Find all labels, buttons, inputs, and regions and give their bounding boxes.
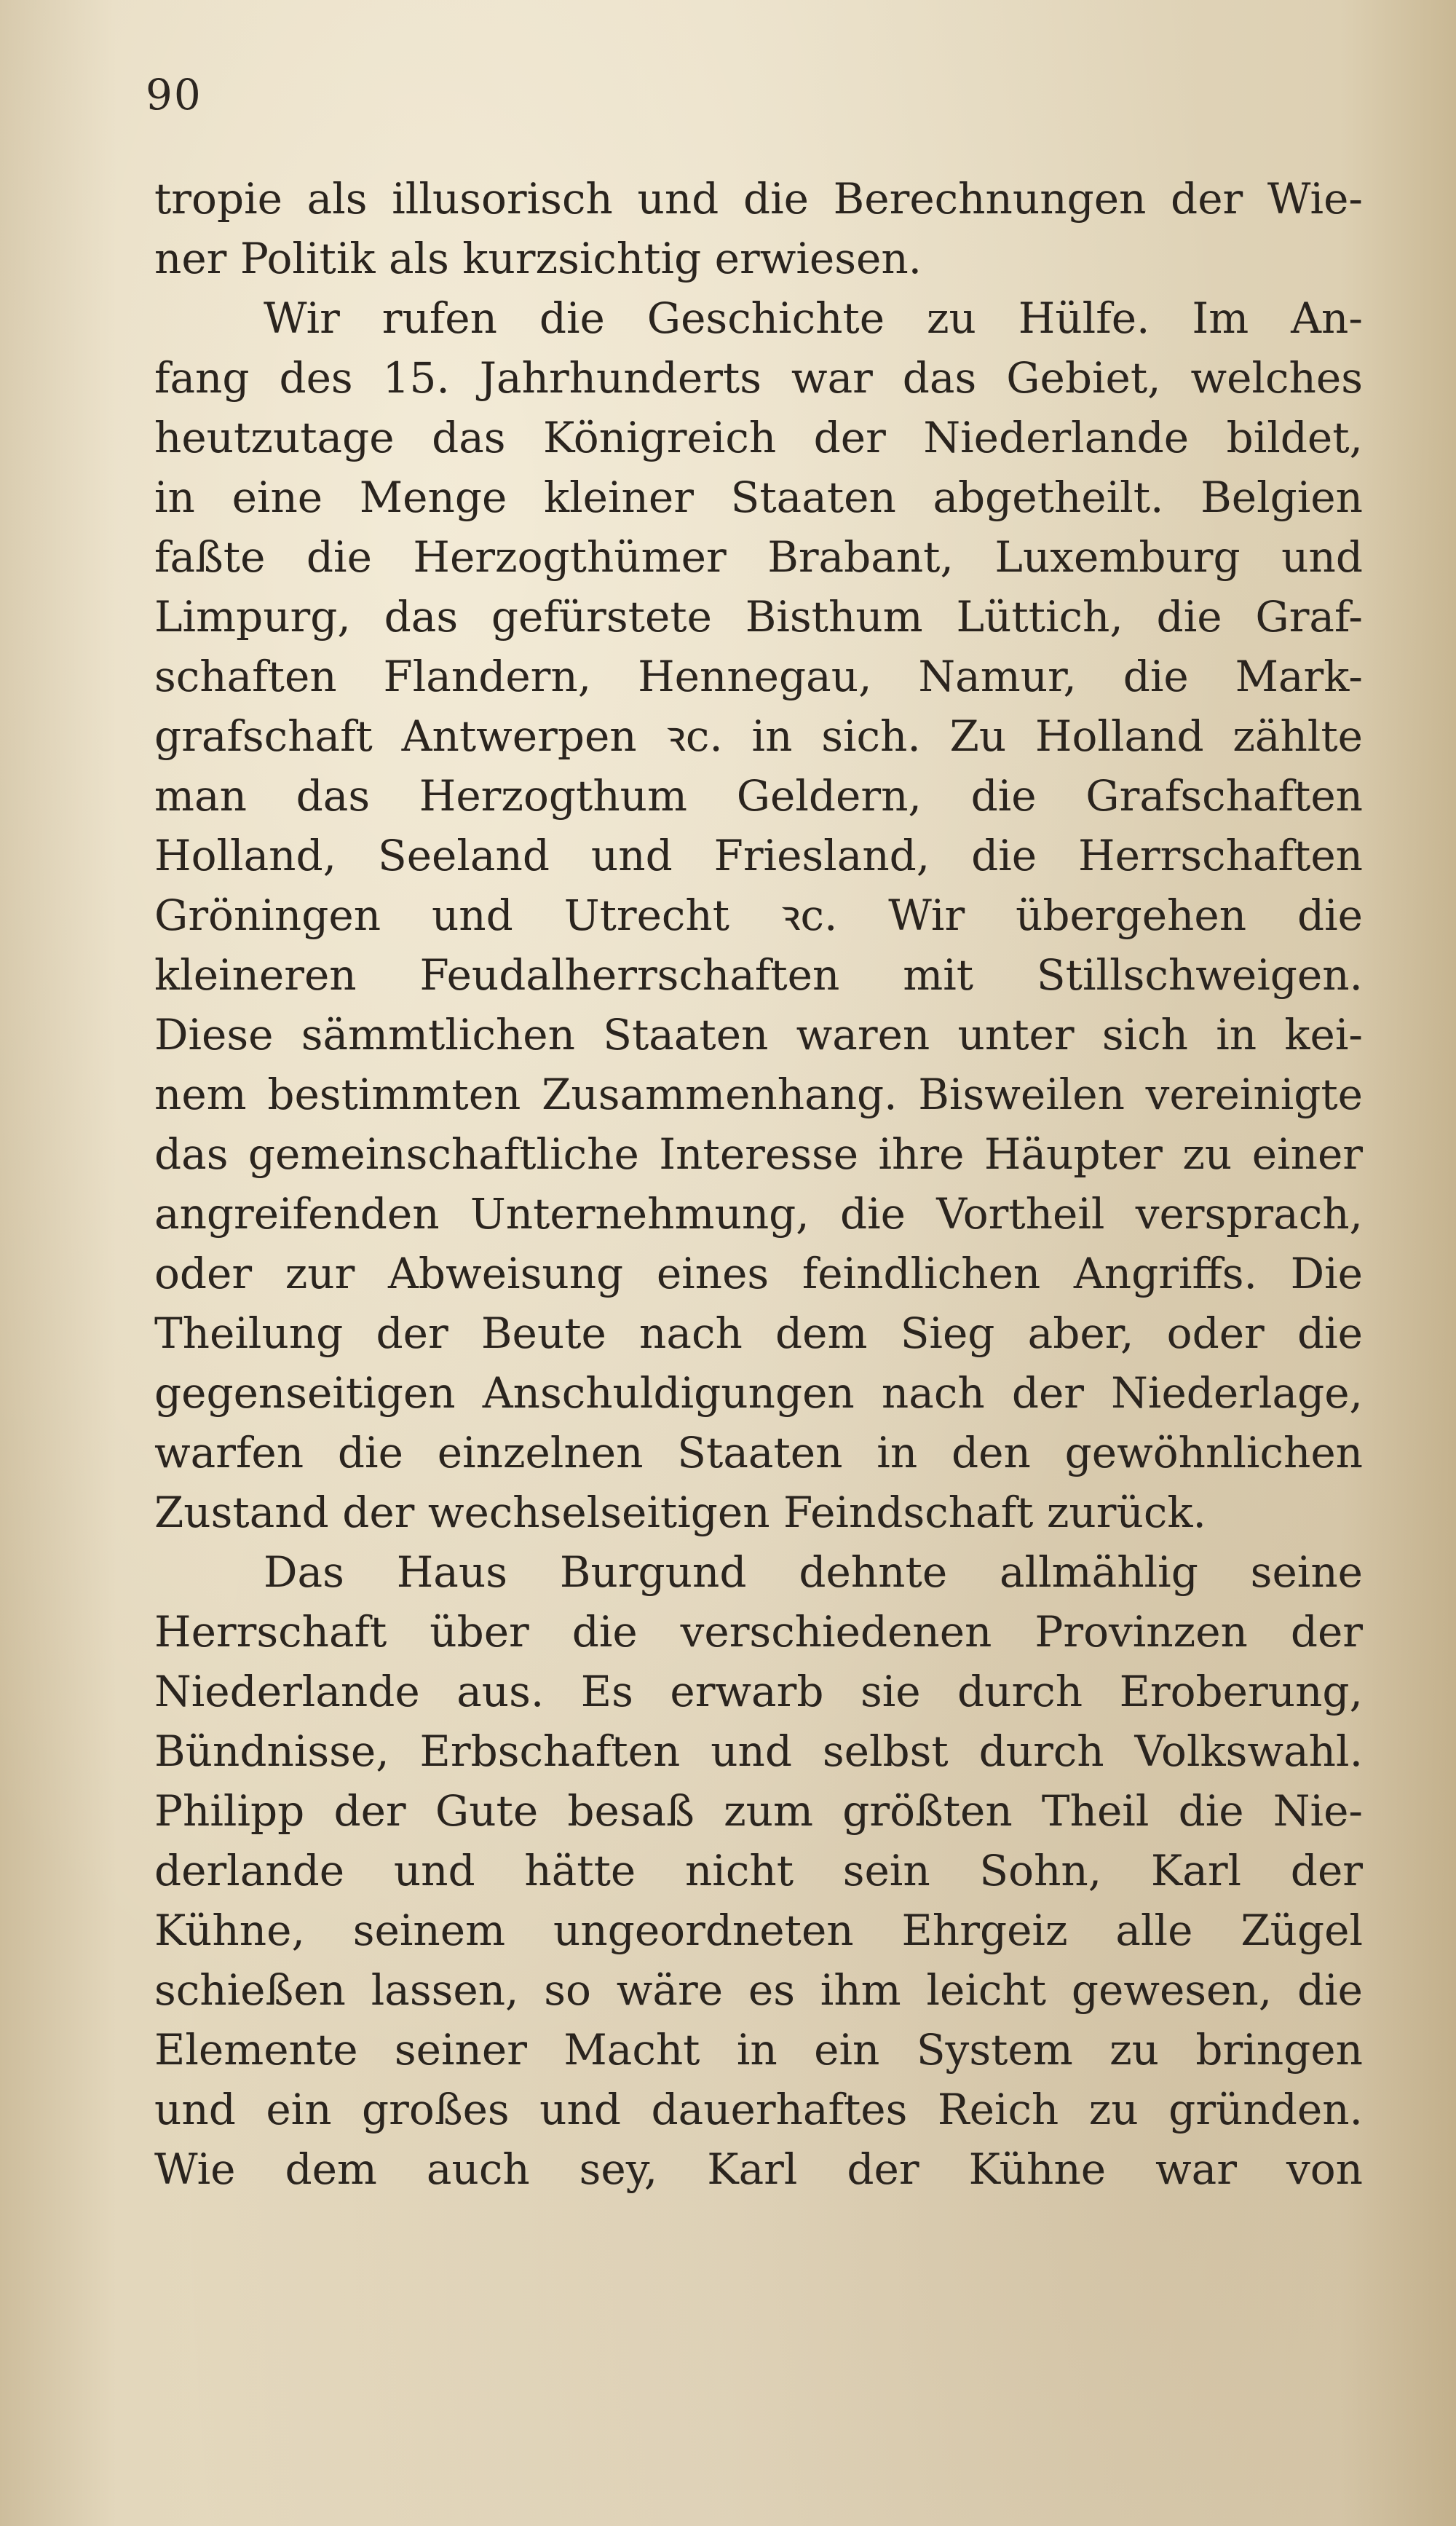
text-line: heutzutage das Königreich der Niederlande bildet, — [154, 413, 1363, 462]
text-line: derlande und hätte nicht sein Sohn, Karl der — [154, 1846, 1363, 1895]
paragraph-1 — [154, 169, 1363, 288]
text-line: Philipp der Gute besaß zum größten Theil die Nie- — [154, 1786, 1363, 1836]
text-line: Theilung der Beute nach dem Sieg aber, oder die — [154, 1309, 1363, 1358]
text-line: in eine Menge kleiner Staaten abgetheilt. Belgien — [154, 473, 1363, 522]
text-line: gegenseitigen Anschuldigungen nach der Niederlage, — [154, 1368, 1363, 1418]
text-line: faßte die Herzogthümer Brabant, Luxemburg und — [154, 532, 1363, 582]
text-line: Gröningen und Utrecht ꝛc. Wir übergehen die — [154, 891, 1363, 940]
text-line: oder zur Abweisung eines feindlichen Angriffs. Die — [154, 1249, 1363, 1298]
page-number: 90 — [146, 70, 202, 119]
text-line: Limpurg, das gefürstete Bisthum Lüttich, die Graf- — [154, 592, 1363, 642]
text-line: Zustand der wechselseitigen Feindschaft zurück. — [154, 1488, 1206, 1537]
text-line: fang des 15. Jahrhunderts war das Gebiet, welches — [154, 353, 1363, 403]
paragraph-3 — [154, 1542, 1363, 2199]
paragraph-2 — [154, 288, 1363, 1542]
text-line: Herrschaft über die verschiedenen Provinzen der — [154, 1607, 1363, 1657]
text-line: tropie als illusorisch und die Berechnungen der Wie- — [154, 174, 1363, 224]
text-line: Elemente seiner Macht in ein System zu bringen — [154, 2025, 1363, 2075]
text-line: angreifenden Unternehmung, die Vortheil versprach, — [154, 1189, 1363, 1239]
text-line: nem bestimmten Zusammenhang. Bisweilen vereinigte — [154, 1070, 1363, 1119]
text-line: und ein großes und dauerhaftes Reich zu gründen. — [154, 2085, 1363, 2134]
text-line: warfen die einzelnen Staaten in den gewöhnlichen — [154, 1428, 1363, 1477]
text-line: Kühne, seinem ungeordneten Ehrgeiz alle Zügel — [154, 1906, 1363, 1955]
text-line: schießen lassen, so wäre es ihm leicht gewesen, die — [154, 1965, 1363, 2015]
text-line: Niederlande aus. Es erwarb sie durch Eroberung, — [154, 1667, 1363, 1716]
text-line: Das Haus Burgund dehnte allmählig seine — [264, 1547, 1363, 1597]
text-line: Holland, Seeland und Friesland, die Herrschaften — [154, 831, 1363, 880]
text-line: schaften Flandern, Hennegau, Namur, die Mark- — [154, 652, 1363, 701]
text-line: das gemeinschaftliche Interesse ihre Häupter zu einer — [154, 1129, 1363, 1179]
text-line: man das Herzogthum Geldern, die Grafschaften — [154, 771, 1363, 821]
body-text — [154, 169, 1363, 2199]
text-line: Wir rufen die Geschichte zu Hülfe. Im An- — [264, 293, 1363, 343]
text-line: kleineren Feudalherrschaften mit Stillschweigen. — [154, 950, 1363, 1000]
text-line: ner Politik als kurzsichtig erwiesen. — [154, 234, 922, 283]
text-line: grafschaft Antwerpen ꝛc. in sich. Zu Holland zählte — [154, 711, 1363, 761]
text-line: Diese sämmtlichen Staaten waren unter sich in kei- — [154, 1010, 1363, 1059]
text-line: Bündnisse, Erbschaften und selbst durch Volkswahl. — [154, 1726, 1363, 1776]
text-line: Wie dem auch sey, Karl der Kühne war von — [154, 2144, 1363, 2194]
